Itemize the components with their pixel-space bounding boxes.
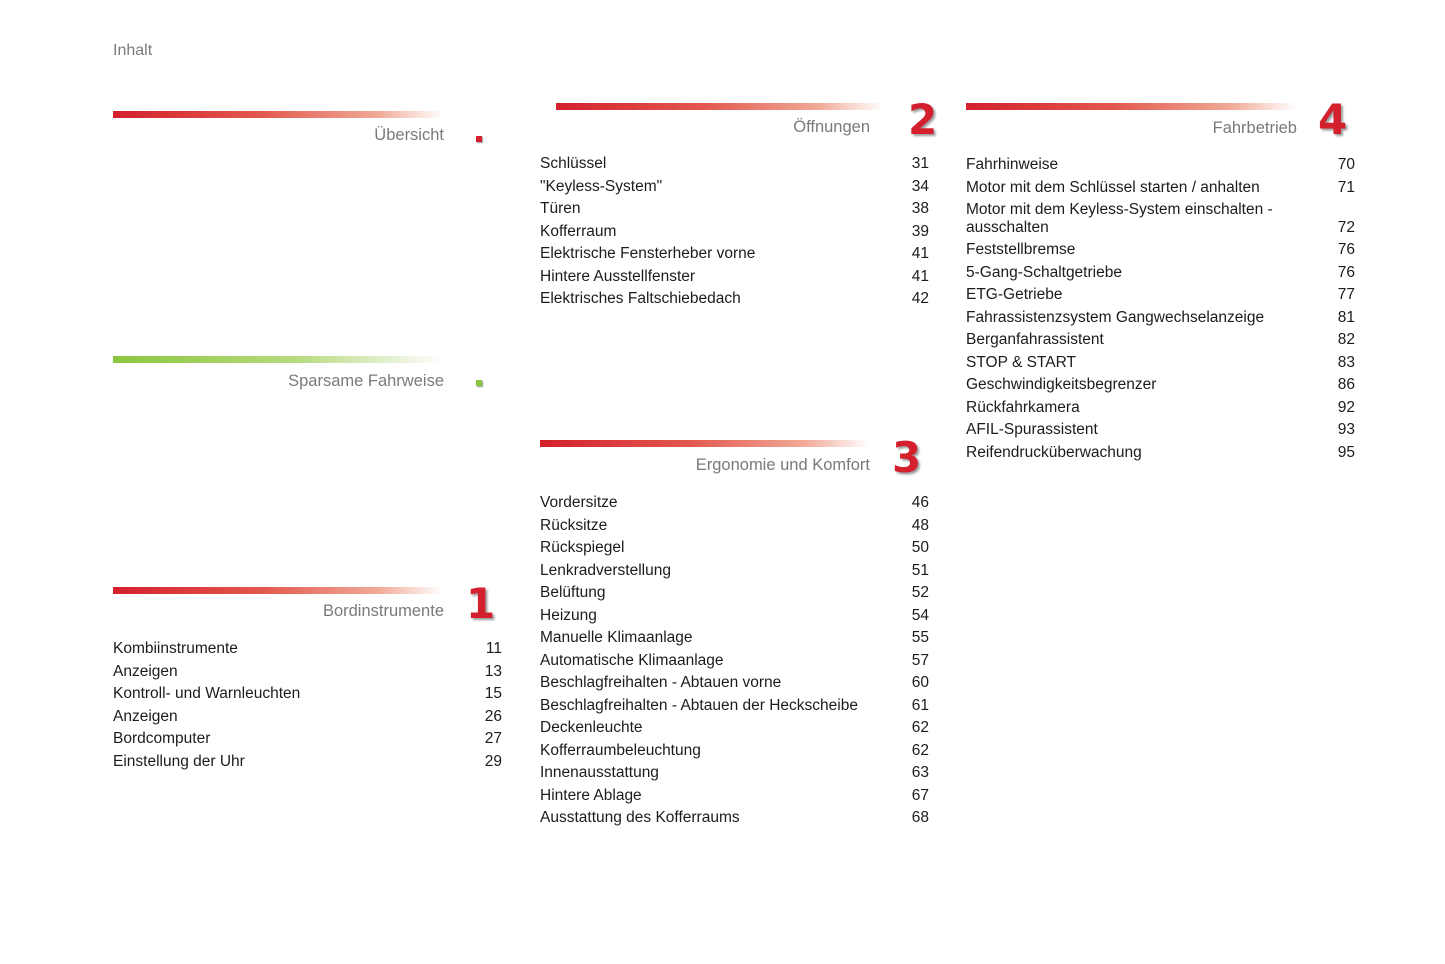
section-bar-oeffnungen [556, 103, 883, 110]
toc-entry-page: 95 [1337, 443, 1355, 461]
toc-entry[interactable] [540, 785, 929, 808]
toc-entry-page: 42 [911, 290, 929, 307]
toc-entry-page: 34 [911, 177, 929, 195]
toc-entry-title: Rücksitze [540, 516, 608, 534]
toc-entry-page: 55 [911, 629, 929, 646]
toc-entry[interactable] [540, 176, 929, 199]
toc-entry-page: 31 [911, 155, 929, 172]
toc-entry-page: 68 [911, 809, 929, 826]
toc-entry-title: Motor mit dem Schlüssel starten / anhalten [966, 178, 1260, 196]
toc-entry-page: 67 [911, 786, 929, 804]
toc-entry-title: Beschlagfreihalten - Abtauen vorne [540, 674, 782, 691]
toc-entry-title: Heizung [540, 606, 597, 624]
toc-entry[interactable] [540, 650, 929, 673]
toc-entry-title: 5-Gang-Schaltgetriebe [966, 263, 1122, 281]
toc-entry[interactable] [966, 352, 1355, 375]
toc-entry-title: Motor mit dem Keyless-System einschalten - ausschalten [966, 201, 1273, 236]
section-title-bordinstrumente[interactable]: Bordinstrumente [322, 602, 444, 620]
toc-entry-page: 11 [485, 640, 502, 657]
toc-entry-page: 41 [911, 245, 929, 262]
toc-entry[interactable] [540, 153, 929, 176]
toc-entry[interactable] [966, 201, 1355, 236]
toc-list-fahrbetrieb [966, 154, 1355, 464]
toc-entry-page: 48 [911, 516, 929, 534]
toc-entry[interactable] [540, 740, 929, 763]
toc-entry[interactable] [540, 243, 929, 266]
toc-entry-page: 81 [1337, 308, 1355, 326]
toc-entry[interactable] [540, 266, 929, 289]
section-marker-uebersicht [476, 136, 482, 142]
toc-list-bordinstrumente [113, 638, 502, 773]
section-title-oeffnungen[interactable]: Öffnungen [793, 118, 870, 136]
toc-entry[interactable] [966, 374, 1355, 397]
toc-entry-title: Feststellbremse [966, 241, 1076, 258]
toc-entry-page: 50 [911, 539, 929, 556]
toc-entry-page: 13 [484, 662, 502, 680]
toc-entry[interactable] [113, 638, 502, 661]
toc-entry-title: Anzeigen [113, 707, 178, 725]
toc-entry-page: 39 [911, 222, 929, 240]
toc-entry[interactable] [966, 284, 1355, 307]
toc-entry-page: 83 [1337, 353, 1355, 371]
toc-entry[interactable] [540, 560, 929, 583]
section-title-uebersicht[interactable]: Übersicht [374, 126, 444, 144]
page-title: Inhalt [113, 42, 153, 59]
toc-entry-page: 93 [1337, 421, 1355, 438]
toc-entry[interactable] [966, 239, 1355, 262]
toc-entry-page: 86 [1337, 376, 1355, 393]
toc-entry-title: Kofferraum [540, 222, 617, 240]
toc-entry-page: 72 [1337, 218, 1355, 236]
toc-entry-page: 26 [484, 707, 502, 725]
toc-entry-title: Manuelle Klimaanlage [540, 629, 693, 646]
toc-entry-page: 77 [1337, 286, 1355, 303]
section-marker-sparsam [476, 380, 482, 386]
section-number-fahrbetrieb: 4 [1318, 95, 1348, 144]
toc-entry[interactable] [540, 717, 929, 740]
toc-entry-title: Berganfahrassistent [966, 331, 1104, 348]
toc-entry-page: 71 [1337, 178, 1355, 196]
toc-entry-title: ETG-Getriebe [966, 286, 1063, 303]
toc-entry-title: Deckenleuchte [540, 719, 643, 736]
toc-entry-title: Hintere Ausstellfenster [540, 267, 696, 285]
toc-entry-title: Türen [540, 200, 581, 217]
toc-entry-title: Beschlagfreihalten - Abtauen der Heckscheibe [540, 696, 858, 714]
toc-entry-page: 51 [911, 561, 929, 579]
toc-entry-page: 76 [1337, 263, 1355, 281]
section-number-bordinstrumente: 1 [466, 579, 496, 628]
toc-entry-title: Fahrassistenzsystem Gangwechselanzeige [966, 308, 1265, 326]
toc-entry-page: 29 [484, 752, 502, 770]
toc-entry[interactable] [113, 661, 502, 684]
toc-entry-title: Hintere Ablage [540, 786, 642, 804]
toc-entry-page: 38 [911, 200, 929, 217]
toc-entry[interactable] [540, 762, 929, 785]
toc-entry-title: Geschwindigkeitsbegrenzer [966, 376, 1157, 393]
section-bar-ergonomie [540, 440, 870, 447]
toc-entry-title: "Keyless-System" [540, 177, 663, 195]
toc-entry-page: 76 [1337, 241, 1355, 258]
toc-entry-page: 63 [911, 764, 929, 781]
toc-entry-title: Belüftung [540, 584, 606, 601]
section-number-oeffnungen: 2 [908, 95, 938, 144]
toc-entry-title: Kombiinstrumente [113, 640, 238, 657]
toc-entry[interactable] [113, 751, 502, 774]
toc-entry-title: Vordersitze [540, 494, 618, 511]
toc-entry-title: STOP & START [966, 353, 1076, 371]
toc-list-ergonomie [540, 492, 929, 830]
toc-entry-title: Anzeigen [113, 662, 178, 680]
toc-entry-page: 46 [911, 494, 929, 511]
toc-entry-page: 60 [911, 674, 929, 691]
toc-entry[interactable] [540, 492, 929, 515]
toc-entry-title: Fahrhinweise [966, 156, 1059, 173]
toc-entry[interactable] [540, 537, 929, 560]
toc-entry-title: AFIL-Spurassistent [966, 421, 1098, 438]
toc-entry-title: Schlüssel [540, 155, 607, 172]
toc-entry[interactable] [113, 728, 502, 751]
section-number-ergonomie: 3 [892, 433, 922, 482]
toc-entry[interactable] [540, 807, 929, 830]
toc-entry[interactable] [540, 672, 929, 695]
section-bar-fahrbetrieb [966, 103, 1296, 110]
toc-entry-title: Rückfahrkamera [966, 398, 1080, 416]
toc-entry[interactable] [966, 177, 1355, 200]
toc-entry-page: 61 [911, 696, 929, 714]
toc-entry-page: 52 [911, 584, 929, 601]
toc-entry-page: 62 [911, 741, 929, 759]
toc-entry-title: Innenausstattung [540, 764, 659, 781]
toc-entry-page: 92 [1337, 398, 1355, 416]
toc-entry[interactable] [113, 683, 502, 706]
toc-entry-title: Bordcomputer [113, 730, 211, 747]
toc-entry[interactable] [966, 397, 1355, 420]
toc-entry[interactable] [966, 419, 1355, 442]
toc-entry[interactable] [540, 221, 929, 244]
toc-entry[interactable] [540, 695, 929, 718]
toc-entry[interactable] [540, 288, 929, 311]
toc-entry[interactable] [540, 605, 929, 628]
toc-entry[interactable] [540, 515, 929, 538]
toc-entry-title: Elektrisches Faltschiebedach [540, 290, 741, 307]
toc-entry[interactable] [966, 307, 1355, 330]
toc-list-oeffnungen [540, 153, 929, 311]
toc-entry-page: 82 [1337, 331, 1355, 348]
toc-entry[interactable] [966, 329, 1355, 352]
toc-entry-page: 15 [484, 685, 502, 702]
toc-entry-title: Rückspiegel [540, 539, 625, 556]
toc-entry-title: Lenkradverstellung [540, 561, 671, 579]
toc-entry[interactable] [540, 198, 929, 221]
section-bar-sparsam [113, 356, 443, 363]
section-bar-uebersicht [113, 111, 443, 118]
section-bar-bordinstrumente [113, 587, 443, 594]
toc-entry-title: Ausstattung des Kofferraums [540, 809, 740, 826]
toc-entry[interactable] [113, 706, 502, 729]
toc-entry[interactable] [966, 442, 1355, 465]
toc-entry[interactable] [540, 582, 929, 605]
toc-entry-title: Automatische Klimaanlage [540, 651, 724, 669]
toc-entry[interactable] [540, 627, 929, 650]
section-title-sparsam[interactable]: Sparsame Fahrweise [288, 372, 444, 390]
toc-entry-page: 62 [911, 719, 929, 736]
toc-entry-page: 27 [484, 730, 502, 747]
section-title-fahrbetrieb[interactable]: Fahrbetrieb [1212, 119, 1297, 137]
toc-entry-title: Elektrische Fensterheber vorne [540, 245, 756, 262]
toc-entry[interactable] [966, 262, 1355, 285]
toc-entry-title: Reifendrucküberwachung [966, 443, 1142, 461]
toc-entry[interactable] [966, 154, 1355, 177]
toc-entry-page: 70 [1337, 156, 1355, 173]
section-title-ergonomie[interactable]: Ergonomie und Komfort [695, 456, 870, 474]
toc-entry-title: Einstellung der Uhr [113, 752, 245, 770]
toc-entry-page: 57 [911, 651, 929, 669]
toc-entry-title: Kontroll- und Warnleuchten [113, 685, 301, 702]
toc-entry-page: 41 [911, 267, 929, 285]
toc-entry-title: Kofferraumbeleuchtung [540, 741, 701, 759]
toc-entry-page: 54 [911, 606, 929, 624]
